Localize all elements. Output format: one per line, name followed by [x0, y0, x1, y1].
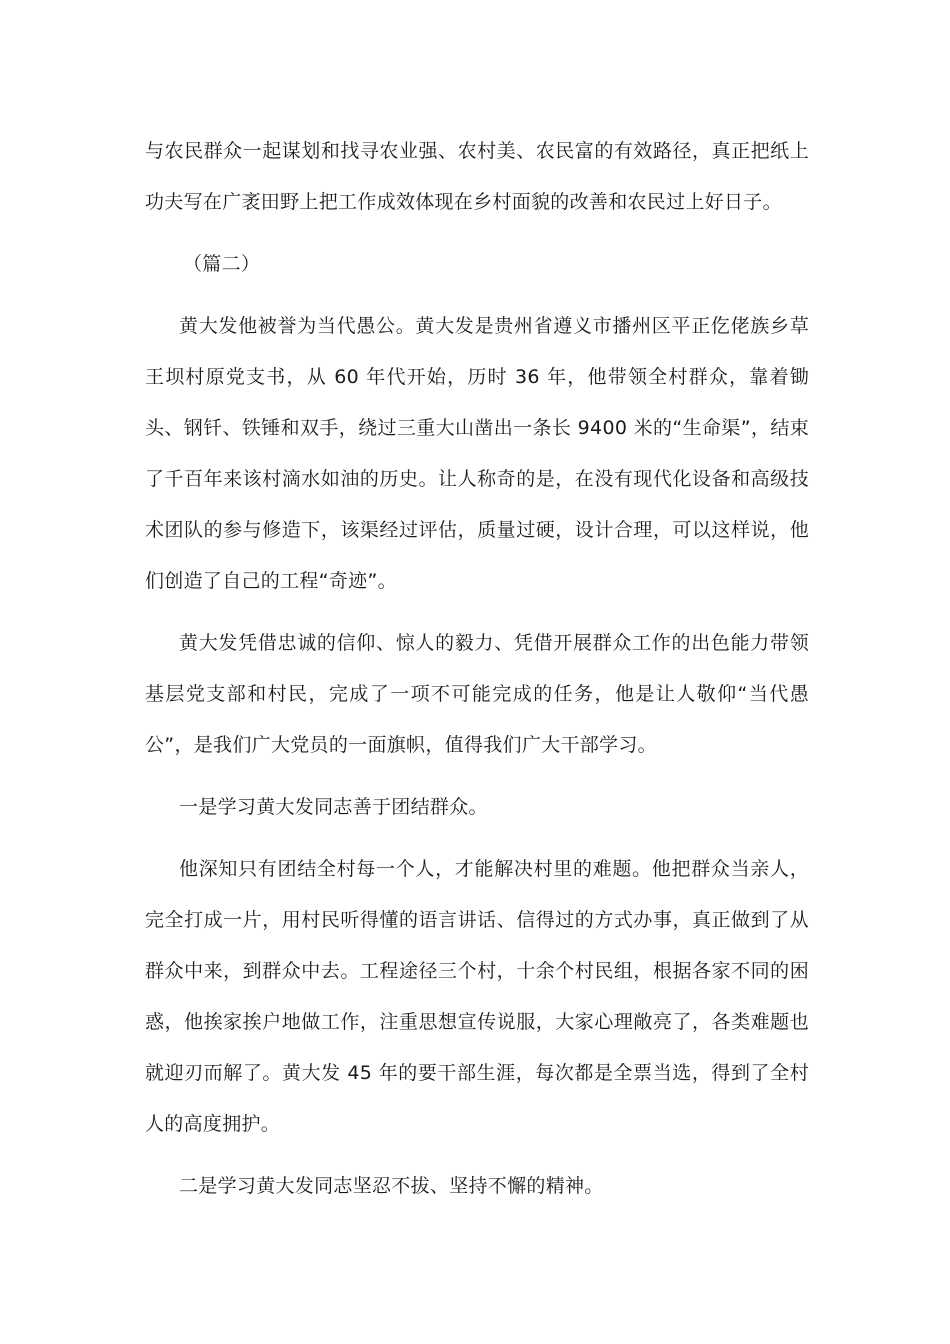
- document-body: [145, 126, 809, 1212]
- paragraph-continuation: 与农民群众一起谋划和找寻农业强、农村美、农民富的有效路径，真正把纸上功夫写在广袤田野上把工作成效体现在乡村面貌的改善和农民过上好日子。: [145, 140, 809, 213]
- paragraph: 他深知只有团结全村每一个人，才能解决村里的难题。他把群众当亲人，完全打成一片，用村民听得懂的语言讲话、信得过的方式办事，真正做到了从群众中来，到群众中去。工程途径三个村，十余个村民组，根据各家不同的困惑，他挨家挨户地做工作，注重思想宣传说服，大家心理敞亮了，各类难题也就迎刃而解了。黄大发 45 年的要干部生涯，每次都是全票当选，得到了全村人的高度拥护。: [145, 858, 809, 1135]
- paragraph: 黄大发凭借忠诚的信仰、惊人的毅力、凭借开展群众工作的出色能力带领基层党支部和村民，完成了一项不可能完成的任务，他是让人敬仰“当代愚公”，是我们广大党员的一面旗帜，值得我们广大干部学习。: [145, 632, 809, 756]
- paragraph: 二是学习黄大发同志坚忍不拔、坚持不懈的精神。: [179, 1175, 604, 1197]
- paragraph: 一是学习黄大发同志善于团结群众。: [179, 796, 488, 818]
- section-heading: （篇二）: [183, 253, 261, 275]
- paragraph: 黄大发他被誉为当代愚公。黄大发是贵州省遵义市播州区平正仡佬族乡草王坝村原党支书，从 60 年代开始，历时 36 年，他带领全村群众，靠着锄头、钢钎、铁锤和双手，绕过三重大山凿出一条长 9400 米的“生命渠”，结束了千百年来该村滴水如油的历史。让人称奇的是，在没有现代化设备和高级技术团队的参与修造下，该渠经过评估，质量过硬，设计合理，可以这样说，他们创造了自己的工程“奇迹”。: [145, 315, 809, 592]
